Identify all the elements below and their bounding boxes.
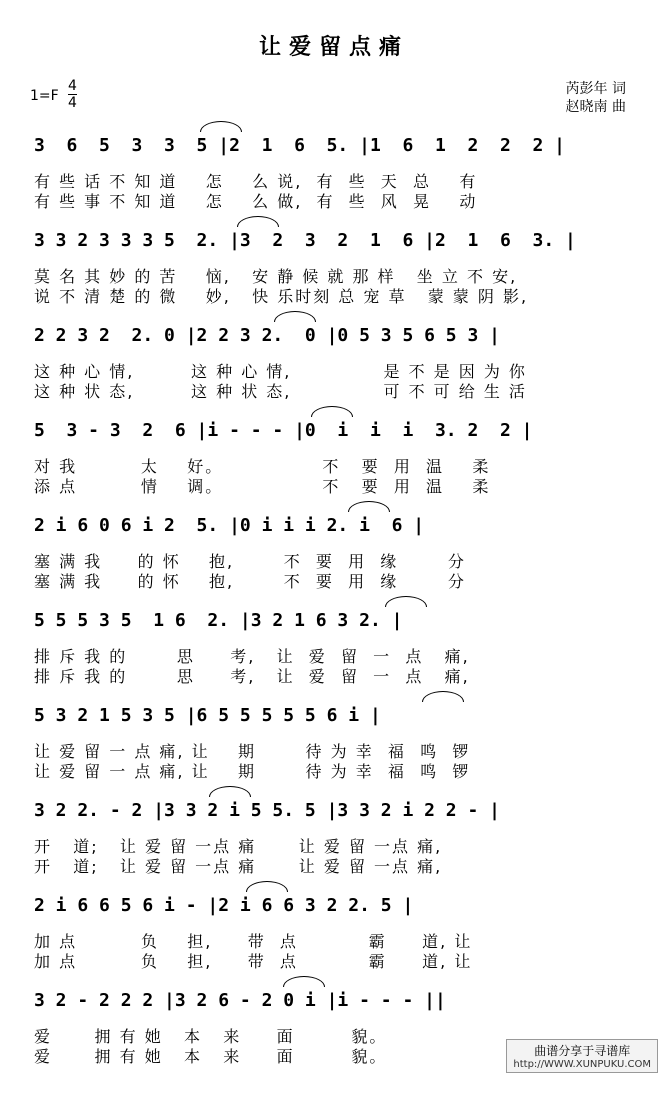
- lyric-line-1: 对 我 太 好。 不 要 用 温 柔: [34, 457, 491, 476]
- lyric-line-1: 这 种 心 情, 这 种 心 情, 是 不 是 因 为 你: [34, 362, 527, 381]
- score-system: [0, 230, 668, 340]
- composer: 赵晓南 曲: [565, 99, 626, 115]
- watermark-url: http://WWW.XUNPUKU.COM: [513, 1059, 651, 1070]
- lyric-line-1: 有 些 话 不 知 道 怎 么 说, 有 些 天 总 有: [34, 172, 478, 191]
- score-system: [0, 705, 668, 815]
- score-system: [0, 325, 668, 435]
- notes-line: 5 3 - 3 2 6 |i - - - |0 i i i 3. 2 2 |: [34, 420, 533, 441]
- lyric-line-1: 加 点 负 担, 带 点 霸 道, 让: [34, 932, 473, 951]
- lyric-line-1: 开 道; 让 爱 留 一点 痛 让 爱 留 一点 痛,: [34, 837, 443, 856]
- notes-line: 3 2 2. - 2 |3 3 2 i 5 5. 5 |3 3 2 i 2 2 - |: [34, 800, 500, 821]
- lyric-line-2: 开 道; 让 爱 留 一点 痛 让 爱 留 一点 痛,: [34, 857, 443, 876]
- slur-mark: [200, 121, 242, 132]
- notes-line: 2 2 3 2 2. 0 |2 2 3 2. 0 |0 5 3 5 6 5 3 |: [34, 325, 500, 346]
- lyric-line-2: 加 点 负 担, 带 点 霸 道, 让: [34, 952, 473, 971]
- score-system: [0, 610, 668, 720]
- lyric-line-2: 让 爱 留 一 点 痛, 让 期 待 为 幸 福 鸣 锣: [34, 762, 471, 781]
- lyric-line-1: 莫 名 其 妙 的 苦 恼, 安 静 候 就 那 样 坐 立 不 安,: [34, 267, 518, 286]
- lyric-line-2: 排 斥 我 的 思 考, 让 爱 留 一 点 痛,: [34, 667, 470, 686]
- lyric-line-1: 排 斥 我 的 思 考, 让 爱 留 一 点 痛,: [34, 647, 470, 666]
- lyric-line-2: 有 些 事 不 知 道 怎 么 做, 有 些 风 晃 动: [34, 192, 478, 211]
- score-system: [0, 895, 668, 1005]
- time-bottom: 4: [68, 95, 77, 111]
- notes-line: 5 5 5 3 5 1 6 2. |3 2 1 6 3 2. |: [34, 610, 403, 631]
- notes-line: 3 6 5 3 3 5 |2 1 6 5. |1 6 1 2 2 2 |: [34, 135, 566, 156]
- score-system: [0, 515, 668, 625]
- score-system: [0, 800, 668, 910]
- lyric-line-1: 塞 满 我 的 怀 抱, 不 要 用 缘 分: [34, 552, 466, 571]
- notes-line: 2 i 6 0 6 i 2 5. |0 i i i 2. i 6 |: [34, 515, 425, 536]
- key-signature: 1=F: [30, 88, 59, 104]
- lyric-line-1: 爱 拥 有 她 本 来 面 貌。: [34, 1027, 388, 1046]
- watermark: [506, 1039, 658, 1073]
- notes-line: 2 i 6 6 5 6 i - |2 i 6 6 3 2 2. 5 |: [34, 895, 414, 916]
- score-system: [0, 420, 668, 530]
- score-system: [0, 135, 668, 245]
- lyric-line-2: 这 种 状 态, 这 种 状 态, 可 不 可 给 生 活: [34, 382, 527, 401]
- lyric-line-2: 说 不 清 楚 的 微 妙, 快 乐时刻 总 宠 草 蒙 蒙 阴 影,: [34, 287, 529, 306]
- notes-line: 3 3 2 3 3 3 5 2. |3 2 3 2 1 6 |2 1 6 3. |: [34, 230, 576, 251]
- watermark-site: 曲谱分享于寻谱库: [534, 1044, 631, 1058]
- credits: [566, 80, 626, 116]
- lyric-line-2: 添 点 情 调。 不 要 用 温 柔: [34, 477, 491, 496]
- time-signature: [68, 78, 77, 111]
- lyric-line-2: 爱 拥 有 她 本 来 面 貌。: [34, 1047, 388, 1066]
- lyric-line-1: 让 爱 留 一 点 痛, 让 期 待 为 幸 福 鸣 锣: [34, 742, 471, 761]
- notes-line: 5 3 2 1 5 3 5 |6 5 5 5 5 5 6 i |: [34, 705, 381, 726]
- song-title: 让爱留点痛: [258, 35, 409, 60]
- notes-line: 3 2 - 2 2 2 |3 2 6 - 2 0 i |i - - - ||: [34, 990, 446, 1011]
- lyric-line-2: 塞 满 我 的 怀 抱, 不 要 用 缘 分: [34, 572, 466, 591]
- time-top: 4: [68, 78, 77, 94]
- lyricist: 芮彭年 词: [565, 81, 626, 97]
